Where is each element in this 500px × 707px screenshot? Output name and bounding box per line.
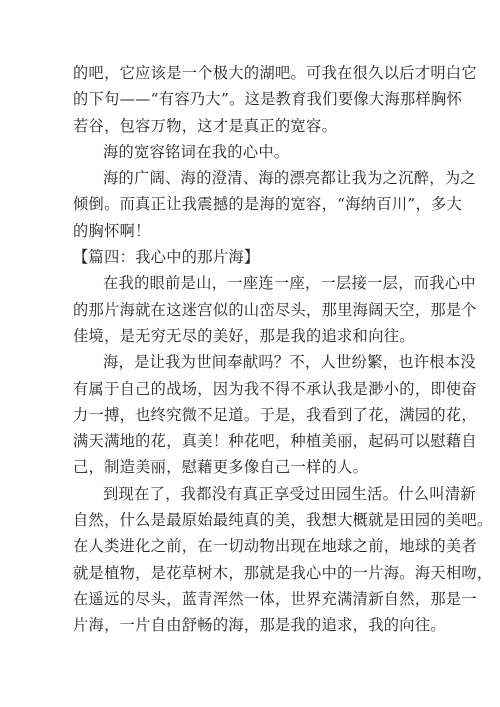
text-line: 有属于自己的战场，因为我不得不承认我是渺小的，即使奋 [73, 379, 477, 398]
text-line: 佳境，是无穷无尽的美好，那是我的追求和向往。 [73, 326, 415, 345]
text-line: 力一搏，也终究微不足道。于是，我看到了花，满园的花， [73, 405, 477, 424]
text-line: 自然，什么是最原始最纯真的美，我想大概就是田园的美吧。 [73, 511, 493, 530]
text-line: 【篇四：我心中的那片海】 [73, 248, 260, 267]
text-line: 的那片海就在这迷宫似的山峦尽头，那里海阔天空，那是个 [73, 300, 477, 319]
text-line: 在遥远的尽头，蓝青浑然一体，世界充满清新自然，那是一 [73, 589, 477, 608]
text-line: 的下句——“有容乃大”。这是教育我们要像大海那样胸怀 [73, 90, 463, 109]
text-line: 的吧，它应该是一个极大的湖吧。可我在很久以后才明白它 [73, 64, 477, 82]
document-body [73, 60, 493, 639]
text-line: 在我的眼前是山，一座连一座，一层接一层，而我心中 [103, 274, 476, 293]
text-line: 就是植物，是花草树木，那就是我心中的一片海。海天相吻， [73, 563, 493, 582]
text-line: 海，是让我为世间奉献吗？不，人世纷繁，也许根本没 [103, 353, 476, 372]
text-line: 在人类进化之前，在一切动物出现在地球之前，地球的美者 [73, 537, 477, 556]
text-line: 到现在了，我都没有真正享受过田园生活。什么叫清新 [103, 484, 476, 503]
text-line: 海的广阔、海的澄清、海的漂亮都让我为之沉醉，为之 [103, 169, 476, 188]
text-line: 海的宽容铭词在我的心中。 [103, 142, 290, 161]
text-line: 满天满地的花，真美！种花吧，种植美丽，起码可以慰藉自 [73, 432, 477, 451]
text-line: 片海，一片自由舒畅的海，那是我的追求，我的向往。 [73, 616, 446, 635]
text-line: 的胸怀啊！ [73, 221, 151, 240]
text-line: 若谷，包容万物，这才是真正的宽容。 [73, 116, 338, 135]
text-line: 倾倒。而真正让我震撼的是海的宽容，“海纳百川”，多大 [73, 195, 463, 214]
text-line: 己，制造美丽，慰藉更多像自己一样的人。 [73, 458, 369, 477]
